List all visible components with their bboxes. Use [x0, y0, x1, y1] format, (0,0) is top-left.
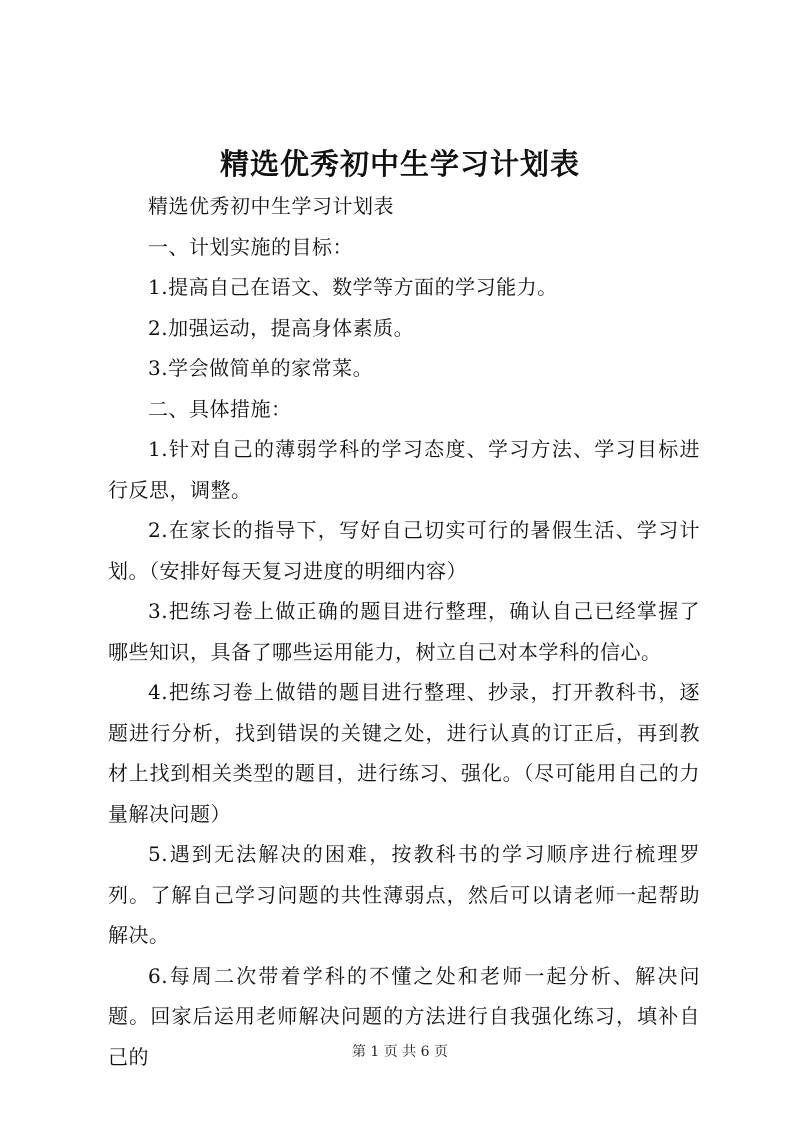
paragraph-measure-5: 5.遇到无法解决的困难，按教科书的学习顺序进行梳理罗列。了解自己学习问题的共性薄弱点，然后可以请老师一起帮助解决。 [108, 842, 700, 947]
paragraph-goal-1: 1.提高自己在语文、数学等方面的学习能力。 [148, 275, 558, 299]
paragraph-measure-1: 1.针对自己的薄弱学科的学习态度、学习方法、学习目标进行反思，调整。 [108, 437, 700, 502]
paragraph-measure-4: 4.把练习卷上做错的题目进行整理、抄录，打开教科书，逐题进行分析，找到错误的关键之处，进行认真的订正后，再到教材上找到相关类型的题目，进行练习、强化。（尽可能用自己的力量解决问题） [108, 680, 700, 826]
paragraph-section-goals: 一、计划实施的目标： [148, 234, 353, 259]
paragraph-measure-2: 2.在家长的指导下，写好自己切实可行的暑假生活、学习计划。（安排好每天复习进度的明细内容） [108, 518, 700, 583]
paragraph-subtitle: 精选优秀初中生学习计划表 [148, 194, 394, 218]
document-body [108, 186, 700, 1077]
page-footer: 第 1 页 共 6 页 [351, 1044, 449, 1060]
paragraph-goal-2: 2.加强运动，提高身体素质。 [148, 315, 415, 340]
paragraph-measure-3: 3.把练习卷上做正确的题目进行整理，确认自己已经掌握了哪些知识，具备了哪些运用能力，树立自己对本学科的信心。 [108, 599, 700, 664]
document-title: 精选优秀初中生学习计划表 [219, 147, 580, 181]
paragraph-section-measures: 二、具体措施： [148, 396, 292, 421]
paragraph-measure-6: 6.每周二次带着学科的不懂之处和老师一起分析、解决问题。回家后运用老师解决问题的方法进行自我强化练习，填补自己的 [108, 963, 700, 1069]
paragraph-goal-3: 3.学会做简单的家常菜。 [148, 356, 374, 380]
